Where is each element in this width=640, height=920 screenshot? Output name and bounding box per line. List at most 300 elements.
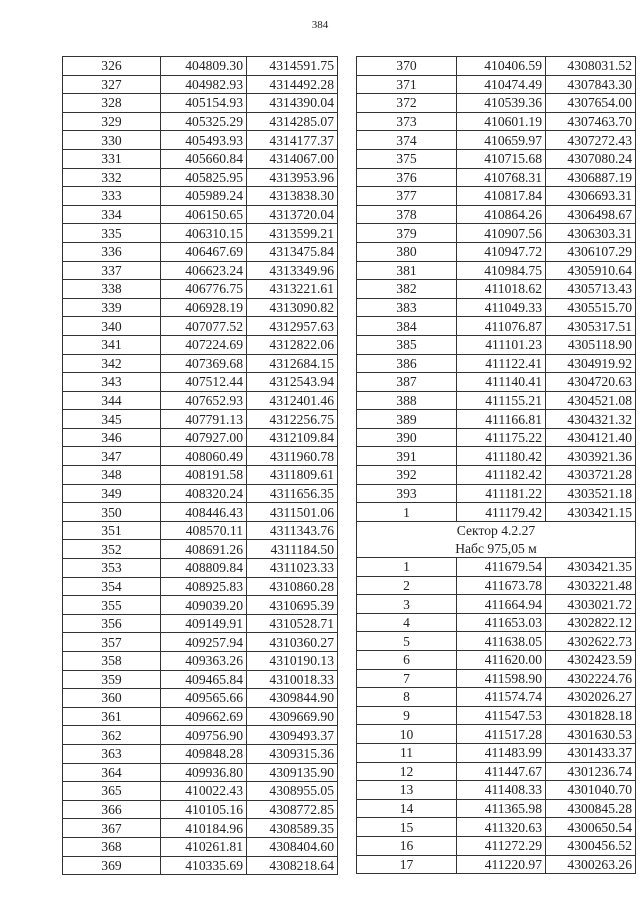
x-coordinate: 407512.44 <box>161 373 247 392</box>
point-number: 349 <box>63 484 161 503</box>
x-coordinate: 409363.26 <box>161 652 247 671</box>
y-coordinate: 4314067.00 <box>247 149 338 168</box>
x-coordinate: 407369.68 <box>161 354 247 373</box>
point-number: 380 <box>357 242 457 261</box>
point-number: 340 <box>63 317 161 336</box>
y-coordinate: 4307654.00 <box>546 94 636 113</box>
point-number: 333 <box>63 187 161 206</box>
x-coordinate: 405154.93 <box>161 94 247 113</box>
table-row <box>63 112 338 131</box>
x-coordinate: 404982.93 <box>161 75 247 94</box>
x-coordinate: 405325.29 <box>161 112 247 131</box>
x-coordinate: 408320.24 <box>161 484 247 503</box>
y-coordinate: 4306303.31 <box>546 224 636 243</box>
point-number: 338 <box>63 280 161 299</box>
table-row <box>357 224 636 243</box>
point-number: 363 <box>63 744 161 763</box>
y-coordinate: 4308031.52 <box>546 57 636 76</box>
table-row <box>357 706 636 725</box>
y-coordinate: 4311501.06 <box>247 503 338 522</box>
sector-height: Набс 975,05 м <box>357 539 636 557</box>
point-number: 1 <box>357 558 457 577</box>
table-row <box>357 836 636 855</box>
x-coordinate: 411181.22 <box>457 484 546 503</box>
point-number: 10 <box>357 725 457 744</box>
x-coordinate: 411517.28 <box>457 725 546 744</box>
y-coordinate: 4308772.85 <box>247 800 338 819</box>
y-coordinate: 4312543.94 <box>247 373 338 392</box>
table-row <box>357 781 636 800</box>
y-coordinate: 4309493.37 <box>247 726 338 745</box>
x-coordinate: 406776.75 <box>161 280 247 299</box>
y-coordinate: 4313953.96 <box>247 168 338 187</box>
y-coordinate: 4314390.04 <box>247 94 338 113</box>
y-coordinate: 4303021.72 <box>546 595 636 614</box>
x-coordinate: 405493.93 <box>161 131 247 150</box>
y-coordinate: 4308218.64 <box>247 856 338 875</box>
point-number: 348 <box>63 466 161 485</box>
table-row <box>63 707 338 726</box>
sector-height-row <box>357 539 636 557</box>
y-coordinate: 4305910.64 <box>546 261 636 280</box>
table-row <box>357 317 636 336</box>
table-row <box>63 652 338 671</box>
point-number: 369 <box>63 856 161 875</box>
table-row <box>357 75 636 94</box>
point-number: 352 <box>63 540 161 559</box>
table-row <box>63 261 338 280</box>
x-coordinate: 405825.95 <box>161 168 247 187</box>
table-row <box>357 484 636 503</box>
x-coordinate: 410984.75 <box>457 261 546 280</box>
x-coordinate: 411101.23 <box>457 335 546 354</box>
x-coordinate: 411049.33 <box>457 298 546 317</box>
x-coordinate: 410539.36 <box>457 94 546 113</box>
y-coordinate: 4303421.15 <box>546 503 636 522</box>
table-row <box>357 725 636 744</box>
x-coordinate: 411180.42 <box>457 447 546 466</box>
y-coordinate: 4302224.76 <box>546 669 636 688</box>
y-coordinate: 4300456.52 <box>546 836 636 855</box>
x-coordinate: 408570.11 <box>161 521 247 540</box>
x-coordinate: 411175.22 <box>457 428 546 447</box>
point-number: 392 <box>357 466 457 485</box>
table-row <box>63 149 338 168</box>
table-row <box>63 224 338 243</box>
y-coordinate: 4306107.29 <box>546 242 636 261</box>
table-row <box>63 410 338 429</box>
x-coordinate: 409936.80 <box>161 763 247 782</box>
point-number: 342 <box>63 354 161 373</box>
x-coordinate: 405660.84 <box>161 149 247 168</box>
x-coordinate: 411155.21 <box>457 391 546 410</box>
x-coordinate: 411673.78 <box>457 576 546 595</box>
x-coordinate: 409465.84 <box>161 670 247 689</box>
table-row <box>357 335 636 354</box>
point-number: 370 <box>357 57 457 76</box>
y-coordinate: 4313221.61 <box>247 280 338 299</box>
point-number: 385 <box>357 335 457 354</box>
point-number: 384 <box>357 317 457 336</box>
coordinates-table-left <box>62 56 338 875</box>
point-number: 15 <box>357 818 457 837</box>
y-coordinate: 4310695.39 <box>247 596 338 615</box>
x-coordinate: 407077.52 <box>161 317 247 336</box>
y-coordinate: 4311184.50 <box>247 540 338 559</box>
point-number: 361 <box>63 707 161 726</box>
point-number: 354 <box>63 577 161 596</box>
y-coordinate: 4301630.53 <box>546 725 636 744</box>
table-row <box>63 503 338 522</box>
x-coordinate: 411166.81 <box>457 410 546 429</box>
point-number: 365 <box>63 782 161 801</box>
table-row <box>63 335 338 354</box>
x-coordinate: 411018.62 <box>457 280 546 299</box>
point-number: 378 <box>357 205 457 224</box>
x-coordinate: 411365.98 <box>457 799 546 818</box>
point-number: 332 <box>63 168 161 187</box>
x-coordinate: 408925.83 <box>161 577 247 596</box>
y-coordinate: 4303721.28 <box>546 466 636 485</box>
table-row <box>63 670 338 689</box>
y-coordinate: 4302423.59 <box>546 651 636 670</box>
x-coordinate: 406623.24 <box>161 261 247 280</box>
point-number: 326 <box>63 57 161 76</box>
point-number: 7 <box>357 669 457 688</box>
y-coordinate: 4313349.96 <box>247 261 338 280</box>
y-coordinate: 4306693.31 <box>546 187 636 206</box>
y-coordinate: 4303521.18 <box>546 484 636 503</box>
table-row <box>63 484 338 503</box>
table-row <box>357 242 636 261</box>
point-number: 327 <box>63 75 161 94</box>
x-coordinate: 406928.19 <box>161 298 247 317</box>
x-coordinate: 410817.84 <box>457 187 546 206</box>
point-number: 329 <box>63 112 161 131</box>
table-row <box>357 373 636 392</box>
y-coordinate: 4312957.63 <box>247 317 338 336</box>
y-coordinate: 4305713.43 <box>546 280 636 299</box>
x-coordinate: 410184.96 <box>161 819 247 838</box>
table-row <box>63 744 338 763</box>
table-row <box>63 447 338 466</box>
y-coordinate: 4305118.90 <box>546 335 636 354</box>
x-coordinate: 411220.97 <box>457 855 546 874</box>
y-coordinate: 4310528.71 <box>247 614 338 633</box>
y-coordinate: 4310190.13 <box>247 652 338 671</box>
y-coordinate: 4308955.05 <box>247 782 338 801</box>
y-coordinate: 4307080.24 <box>546 149 636 168</box>
y-coordinate: 4309669.90 <box>247 707 338 726</box>
point-number: 367 <box>63 819 161 838</box>
x-coordinate: 409565.66 <box>161 689 247 708</box>
table-row <box>357 187 636 206</box>
table-row <box>63 57 338 76</box>
point-number: 1 <box>357 503 457 522</box>
y-coordinate: 4314285.07 <box>247 112 338 131</box>
table-row <box>357 799 636 818</box>
point-number: 16 <box>357 836 457 855</box>
table-row <box>63 391 338 410</box>
point-number: 13 <box>357 781 457 800</box>
table-row <box>63 819 338 838</box>
point-number: 383 <box>357 298 457 317</box>
table-row <box>63 689 338 708</box>
x-coordinate: 406467.69 <box>161 242 247 261</box>
table-row <box>357 94 636 113</box>
x-coordinate: 411076.87 <box>457 317 546 336</box>
table-row <box>63 205 338 224</box>
x-coordinate: 408060.49 <box>161 447 247 466</box>
y-coordinate: 4309315.36 <box>247 744 338 763</box>
point-number: 337 <box>63 261 161 280</box>
point-number: 368 <box>63 837 161 856</box>
table-row <box>357 855 636 874</box>
table-row <box>357 576 636 595</box>
x-coordinate: 410947.72 <box>457 242 546 261</box>
table-row <box>357 762 636 781</box>
table-row <box>357 632 636 651</box>
x-coordinate: 411620.00 <box>457 651 546 670</box>
y-coordinate: 4312684.15 <box>247 354 338 373</box>
table-row <box>63 466 338 485</box>
x-coordinate: 409149.91 <box>161 614 247 633</box>
x-coordinate: 411140.41 <box>457 373 546 392</box>
x-coordinate: 411320.63 <box>457 818 546 837</box>
table-row <box>357 595 636 614</box>
y-coordinate: 4300845.28 <box>546 799 636 818</box>
y-coordinate: 4301433.37 <box>546 743 636 762</box>
point-number: 6 <box>357 651 457 670</box>
y-coordinate: 4313090.82 <box>247 298 338 317</box>
x-coordinate: 409848.28 <box>161 744 247 763</box>
point-number: 344 <box>63 391 161 410</box>
table-row <box>357 57 636 76</box>
table-row <box>357 391 636 410</box>
point-number: 8 <box>357 688 457 707</box>
y-coordinate: 4310018.33 <box>247 670 338 689</box>
point-number: 4 <box>357 613 457 632</box>
x-coordinate: 408809.84 <box>161 559 247 578</box>
y-coordinate: 4304521.08 <box>546 391 636 410</box>
table-row <box>357 503 636 522</box>
table-row <box>63 242 338 261</box>
point-number: 391 <box>357 447 457 466</box>
x-coordinate: 410406.59 <box>457 57 546 76</box>
table-row <box>63 596 338 615</box>
y-coordinate: 4303921.36 <box>546 447 636 466</box>
table-row <box>357 149 636 168</box>
point-number: 9 <box>357 706 457 725</box>
y-coordinate: 4310360.27 <box>247 633 338 652</box>
x-coordinate: 409756.90 <box>161 726 247 745</box>
y-coordinate: 4312401.46 <box>247 391 338 410</box>
y-coordinate: 4307843.30 <box>546 75 636 94</box>
table-row <box>63 354 338 373</box>
table-row <box>357 651 636 670</box>
x-coordinate: 411598.90 <box>457 669 546 688</box>
x-coordinate: 404809.30 <box>161 57 247 76</box>
table-row <box>357 354 636 373</box>
point-number: 346 <box>63 428 161 447</box>
x-coordinate: 405989.24 <box>161 187 247 206</box>
y-coordinate: 4311960.78 <box>247 447 338 466</box>
y-coordinate: 4306887.19 <box>546 168 636 187</box>
point-number: 381 <box>357 261 457 280</box>
y-coordinate: 4311343.76 <box>247 521 338 540</box>
point-number: 2 <box>357 576 457 595</box>
table-row <box>357 743 636 762</box>
x-coordinate: 410864.26 <box>457 205 546 224</box>
point-number: 345 <box>63 410 161 429</box>
point-number: 350 <box>63 503 161 522</box>
y-coordinate: 4302622.73 <box>546 632 636 651</box>
point-number: 12 <box>357 762 457 781</box>
table-row <box>63 298 338 317</box>
point-number: 339 <box>63 298 161 317</box>
y-coordinate: 4312256.75 <box>247 410 338 429</box>
x-coordinate: 411547.53 <box>457 706 546 725</box>
x-coordinate: 410474.49 <box>457 75 546 94</box>
x-coordinate: 410601.19 <box>457 112 546 131</box>
table-row <box>357 131 636 150</box>
x-coordinate: 406150.65 <box>161 205 247 224</box>
y-coordinate: 4312109.84 <box>247 428 338 447</box>
table-row <box>63 187 338 206</box>
y-coordinate: 4314591.75 <box>247 57 338 76</box>
page-number: 384 <box>311 19 329 31</box>
x-coordinate: 411664.94 <box>457 595 546 614</box>
y-coordinate: 4307272.43 <box>546 131 636 150</box>
x-coordinate: 408446.43 <box>161 503 247 522</box>
point-number: 358 <box>63 652 161 671</box>
x-coordinate: 411182.42 <box>457 466 546 485</box>
point-number: 379 <box>357 224 457 243</box>
table-row <box>357 205 636 224</box>
y-coordinate: 4307463.70 <box>546 112 636 131</box>
table-row <box>63 633 338 652</box>
table-row <box>357 428 636 447</box>
table-row <box>63 726 338 745</box>
x-coordinate: 411179.42 <box>457 503 546 522</box>
point-number: 351 <box>63 521 161 540</box>
point-number: 366 <box>63 800 161 819</box>
x-coordinate: 410261.81 <box>161 837 247 856</box>
x-coordinate: 411653.03 <box>457 613 546 632</box>
point-number: 341 <box>63 335 161 354</box>
y-coordinate: 4304720.63 <box>546 373 636 392</box>
point-number: 389 <box>357 410 457 429</box>
table-row <box>63 559 338 578</box>
x-coordinate: 411122.41 <box>457 354 546 373</box>
x-coordinate: 410907.56 <box>457 224 546 243</box>
table-row <box>357 669 636 688</box>
x-coordinate: 407652.93 <box>161 391 247 410</box>
table-row <box>357 298 636 317</box>
table-row <box>357 613 636 632</box>
table-row <box>63 280 338 299</box>
x-coordinate: 408691.26 <box>161 540 247 559</box>
table-row <box>63 521 338 540</box>
y-coordinate: 4306498.67 <box>546 205 636 224</box>
y-coordinate: 4300263.26 <box>546 855 636 874</box>
y-coordinate: 4313838.30 <box>247 187 338 206</box>
point-number: 390 <box>357 428 457 447</box>
point-number: 356 <box>63 614 161 633</box>
point-number: 347 <box>63 447 161 466</box>
y-coordinate: 4311809.61 <box>247 466 338 485</box>
y-coordinate: 4313599.21 <box>247 224 338 243</box>
y-coordinate: 4312822.06 <box>247 335 338 354</box>
x-coordinate: 410022.43 <box>161 782 247 801</box>
point-number: 330 <box>63 131 161 150</box>
point-number: 374 <box>357 131 457 150</box>
coordinates-table-right <box>356 56 636 874</box>
table-row <box>357 168 636 187</box>
x-coordinate: 411638.05 <box>457 632 546 651</box>
y-coordinate: 4300650.54 <box>546 818 636 837</box>
point-number: 371 <box>357 75 457 94</box>
point-number: 343 <box>63 373 161 392</box>
x-coordinate: 411483.99 <box>457 743 546 762</box>
y-coordinate: 4313720.04 <box>247 205 338 224</box>
point-number: 328 <box>63 94 161 113</box>
point-number: 359 <box>63 670 161 689</box>
point-number: 336 <box>63 242 161 261</box>
table-row <box>357 688 636 707</box>
sector-header-row <box>357 521 636 539</box>
table-row <box>357 261 636 280</box>
x-coordinate: 411574.74 <box>457 688 546 707</box>
table-row <box>63 168 338 187</box>
y-coordinate: 4309844.90 <box>247 689 338 708</box>
y-coordinate: 4314177.37 <box>247 131 338 150</box>
point-number: 386 <box>357 354 457 373</box>
x-coordinate: 407224.69 <box>161 335 247 354</box>
x-coordinate: 411272.29 <box>457 836 546 855</box>
y-coordinate: 4311023.33 <box>247 559 338 578</box>
point-number: 376 <box>357 168 457 187</box>
table-row <box>63 782 338 801</box>
table-row <box>63 540 338 559</box>
table-row <box>63 837 338 856</box>
point-number: 393 <box>357 484 457 503</box>
point-number: 355 <box>63 596 161 615</box>
x-coordinate: 407927.00 <box>161 428 247 447</box>
y-coordinate: 4304321.32 <box>546 410 636 429</box>
table-row <box>63 317 338 336</box>
point-number: 3 <box>357 595 457 614</box>
x-coordinate: 407791.13 <box>161 410 247 429</box>
x-coordinate: 411679.54 <box>457 558 546 577</box>
table-row <box>63 614 338 633</box>
table-row <box>357 280 636 299</box>
table-row <box>63 577 338 596</box>
y-coordinate: 4303221.48 <box>546 576 636 595</box>
table-row <box>63 800 338 819</box>
x-coordinate: 408191.58 <box>161 466 247 485</box>
x-coordinate: 409039.20 <box>161 596 247 615</box>
point-number: 375 <box>357 149 457 168</box>
sector-title: Сектор 4.2.27 <box>357 521 636 539</box>
table-row <box>357 466 636 485</box>
y-coordinate: 4304919.92 <box>546 354 636 373</box>
point-number: 331 <box>63 149 161 168</box>
point-number: 360 <box>63 689 161 708</box>
x-coordinate: 409662.69 <box>161 707 247 726</box>
table-row <box>357 447 636 466</box>
point-number: 388 <box>357 391 457 410</box>
